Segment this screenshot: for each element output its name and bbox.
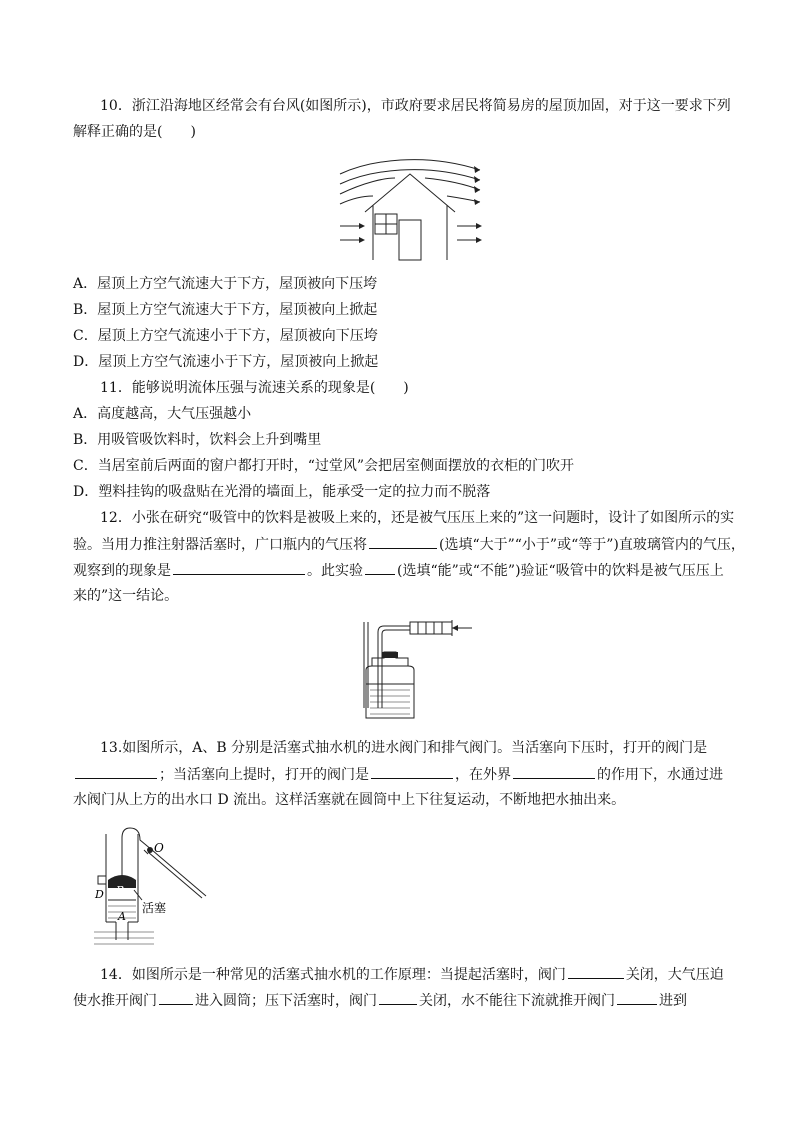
q10-option-d: D．屋顶上方空气流速小于下方，屋顶被向上掀起 <box>73 354 379 370</box>
q14-blank-valve2[interactable] <box>159 990 193 1005</box>
q14-line2-text-b: 进入圆筒；压下活塞时，阀门 <box>195 993 377 1009</box>
q11-option-c: C．当居室前后两面的窗户都打开时，“过堂风”会把居室侧面摆放的衣柜的门吹开 <box>73 458 575 474</box>
q14-line2-text-a: 使水推开阀门 <box>73 993 157 1009</box>
q12-line3 <box>73 560 724 581</box>
q13-blank-up-valve[interactable] <box>371 764 453 779</box>
q12-line2-text-a: 验。当用力推注射器活塞时，广口瓶内的气压将 <box>73 537 367 553</box>
q13-line1: 13.如图所示，A、B 分别是活塞式抽水机的进水阀门和排气阀门。当活塞向下压时，打开的阀门是 <box>100 740 708 756</box>
q14-line2-text-d: 进到 <box>659 993 687 1009</box>
q10-stem-line2: 解释正确的是( ) <box>73 124 196 140</box>
q14-line2-text-c: 关闭，水不能往下流就推开阀门 <box>419 993 615 1009</box>
q14-blank-valve1[interactable] <box>568 964 624 979</box>
q14-line2 <box>73 990 687 1011</box>
pump-label-a: A <box>118 910 126 923</box>
pump-label-b: B <box>116 884 125 897</box>
q10-option-a: A．屋顶上方空气流速大于下方，屋顶被向下压垮 <box>73 276 378 292</box>
q12-line2-text-b: (选填“大于”“小于”或“等于”)直玻璃管内的气压， <box>439 537 745 553</box>
q13-line2-text-a: ；当活塞向上提时，打开的阀门是 <box>159 767 369 783</box>
q13-line2 <box>73 764 723 785</box>
syringe-bottle-figure <box>340 618 480 723</box>
q13-line3: 水阀门从上方的出水口 D 流出。这样活塞就在圆筒中上下往复运动，不断地把水抽出来。 <box>73 792 626 808</box>
q11-option-b: B．用吸管吸饮料时，饮料会上升到嘴里 <box>73 432 322 448</box>
q12-line4: 来的”这一结论。 <box>73 588 179 604</box>
q13-line2-text-c: 的作用下，水通过进 <box>597 767 723 783</box>
q10-option-c: C．屋顶上方空气流速小于下方，屋顶被向下压垮 <box>73 328 378 344</box>
q14-blank-valve4[interactable] <box>617 990 657 1005</box>
pump-label-o: O <box>154 841 164 855</box>
q12-line3-text-b: 。此实验 <box>307 563 363 579</box>
q14-line1 <box>100 964 724 985</box>
q10-stem-line1: 10．浙江沿海地区经常会有台风(如图所示)，市政府要求居民将简易房的屋顶加固，对于这一要求下列 <box>100 98 731 114</box>
q12-blank-phenomenon[interactable] <box>173 560 305 575</box>
q12-blank-can-verify[interactable] <box>365 560 395 575</box>
q10-option-b: B．屋顶上方空气流速大于下方，屋顶被向上掀起 <box>73 302 378 318</box>
q12-line3-text-a: 观察到的现象是 <box>73 563 171 579</box>
q11-stem: 11．能够说明流体压强与流速关系的现象是( ) <box>100 380 409 396</box>
q13-blank-external-force[interactable] <box>513 764 595 779</box>
pump-label-d: D <box>95 888 104 901</box>
q11-option-a: A．高度越高，大气压强越小 <box>73 406 252 422</box>
q14-line1-text-b: 关闭，大气压迫 <box>625 967 724 983</box>
q11-option-d: D．塑料挂钩的吸盘贴在光滑的墙面上，能承受一定的拉力而不脱落 <box>73 484 491 500</box>
pump-figure <box>94 822 214 952</box>
q12-line3-text-c: (选填“能”或“不能”)验证“吸管中的饮料是被气压压上 <box>397 563 724 579</box>
q12-blank-pressure[interactable] <box>369 534 437 549</box>
q12-line2 <box>73 534 745 555</box>
q14-line1-text-a: 14．如图所示是一种常见的活塞式抽水机的工作原理：当提起活塞时，阀门 <box>100 967 566 983</box>
q13-line2-text-b: ，在外界 <box>455 767 511 783</box>
q14-blank-valve3[interactable] <box>379 990 417 1005</box>
house-wind-figure <box>335 152 485 262</box>
q12-line1: 12．小张在研究“吸管中的饮料是被吸上来的，还是被气压压上来的”这一问题时，设计了如图所示的实 <box>100 510 735 526</box>
q13-blank-down-valve[interactable] <box>75 764 157 779</box>
pump-label-piston: 活塞 <box>142 901 167 915</box>
